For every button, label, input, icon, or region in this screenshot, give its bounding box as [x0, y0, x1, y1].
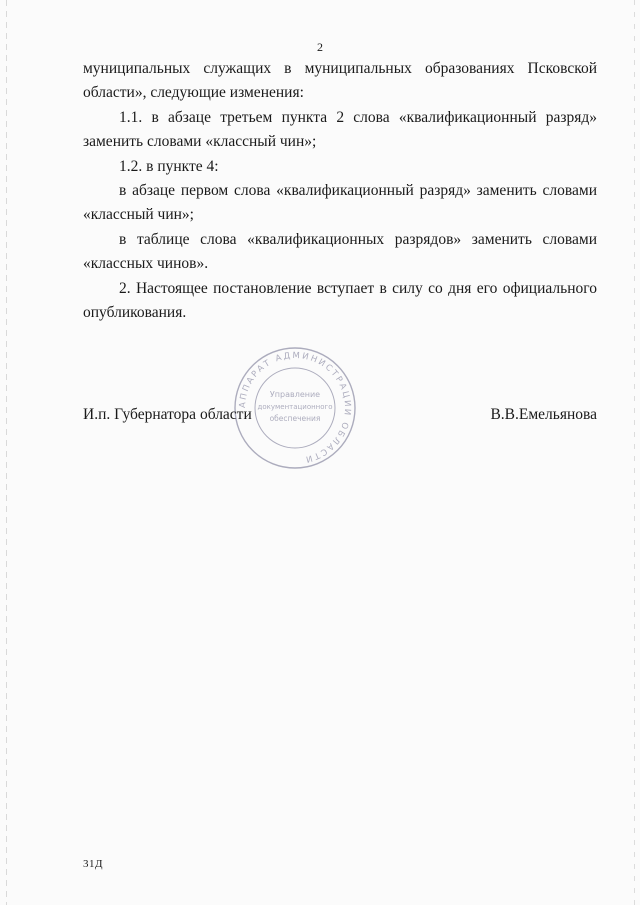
- scan-edge-left: [6, 0, 7, 905]
- seal-center-line-1: Управление: [269, 390, 321, 399]
- page-number: 2: [317, 40, 323, 54]
- paragraph-item-2: 2. Настоящее постановление вступает в силу со дня его официального опубликования.: [83, 279, 597, 322]
- paragraph-first-abzac: в абзаце первом слова «квалификационный разряд» заменить словами «классный чин»;: [83, 182, 597, 224]
- scan-edge-right: [634, 0, 635, 905]
- signatory-position: И.п. Губернатора области: [83, 406, 252, 423]
- signatory-name: В.В.Емельянова: [490, 406, 597, 423]
- document-body: [83, 57, 597, 325]
- seal-center-line-3: обеспечения: [269, 414, 321, 423]
- paragraph-item-1-1: 1.1. в абзаце третьем пункта 2 слова «квалификационный разряд» заменить словами «классный чин»;: [83, 108, 597, 151]
- paragraph-continuation: муниципальных служащих в муниципальных образованиях Псковской области», следующие изменения:: [83, 60, 597, 102]
- paragraph-item-1-2: 1.2. в пункте 4:: [119, 157, 219, 175]
- document-code: 31Д: [83, 858, 104, 870]
- seal-ring-textpath: АППАРАТ АДМИНИСТРАЦИИ ОБЛАСТИ: [237, 350, 353, 465]
- paragraph-table-change: в таблице слова «квалификационных разрядов» заменить словами «классных чинов».: [83, 230, 597, 273]
- seal-center-line-2: документационного: [257, 403, 333, 411]
